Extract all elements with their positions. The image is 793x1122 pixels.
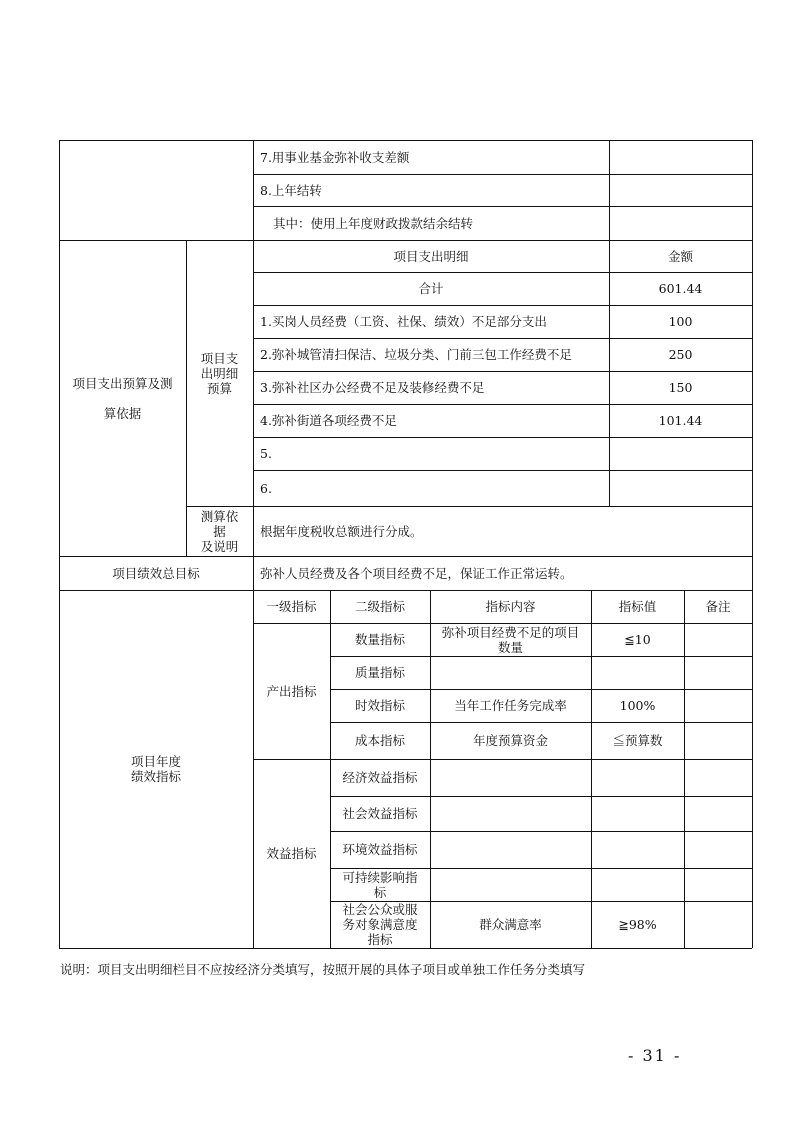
- detail-item: 4.弥补街道各项经费不足: [260, 413, 397, 428]
- table-rule: [253, 240, 254, 556]
- indicator-content: 群众满意率: [479, 917, 542, 932]
- detail-total-label: 合计: [418, 281, 444, 296]
- indicator-name: 社会效益指标: [342, 806, 418, 821]
- indicator-value: ≦10: [624, 632, 651, 647]
- table-rule: [330, 722, 752, 723]
- top-row-label: 其中：使用上年度财政拨款结余结转: [273, 215, 474, 231]
- table-rule: [330, 868, 752, 869]
- indicator-content: 年度预算资金: [472, 733, 548, 748]
- indicator-value: ≧98%: [618, 917, 657, 932]
- page-number: - 31 -: [628, 1046, 682, 1065]
- table-rule: [591, 590, 592, 948]
- indicator-note: [684, 831, 752, 868]
- indicator-note: [684, 722, 752, 759]
- indicator-header: 指标值: [618, 599, 657, 614]
- table-rule: [609, 140, 610, 240]
- detail-item: 3.弥补社区办公经费不足及装修经费不足: [260, 380, 485, 395]
- indicator-value: [591, 831, 684, 868]
- benefit-indicator-label: 效益指标: [266, 846, 317, 861]
- table-rule: [253, 404, 752, 405]
- table-rule: [186, 506, 752, 507]
- top-row-label: 8.上年结转: [260, 182, 322, 198]
- indicator-header: 备注: [705, 599, 731, 614]
- indicator-value: ≦预算数: [612, 733, 663, 748]
- indicator-note: [684, 623, 752, 656]
- indicator-value: [591, 868, 684, 901]
- detail-header-item: 项目支出明细: [393, 248, 469, 264]
- table-rule: [330, 689, 752, 690]
- detail-item: 2.弥补城管清扫保洁、垃圾分类、门前三包工作经费不足: [260, 347, 572, 362]
- table-rule: [253, 305, 752, 306]
- indicator-note: [684, 656, 752, 689]
- indicator-content: 当年工作任务完成率: [454, 698, 567, 713]
- indicator-content: [430, 759, 591, 796]
- table-rule: [253, 623, 752, 624]
- table-rule: [253, 556, 254, 590]
- table-rule: [253, 371, 752, 372]
- table-rule: [253, 470, 752, 471]
- detail-item-amount: [609, 470, 752, 506]
- detail-total-value: 601.44: [658, 281, 703, 296]
- table-rule: [253, 140, 254, 240]
- top-row-amount: [609, 174, 752, 206]
- table-rule: [430, 590, 431, 948]
- output-indicator-label: 产出指标: [266, 683, 317, 699]
- table-rule: [684, 590, 685, 948]
- indicator-value: [591, 656, 684, 689]
- footnote: 说明：项目支出明细栏目不应按经济分类填写，按照开展的具体子项目或单独工作任务分类填写: [60, 962, 586, 977]
- indicator-name: 可持续影响指 标: [342, 869, 418, 900]
- indicator-name: 数量指标: [354, 632, 405, 647]
- table-rule: [253, 590, 254, 948]
- indicator-name: 经济效益指标: [342, 770, 418, 785]
- goal-label: 项目绩效总目标: [112, 565, 200, 581]
- table-rule: [330, 901, 752, 902]
- table-rule: [330, 590, 331, 948]
- table-rule: [330, 796, 752, 797]
- detail-item-amount: 250: [668, 347, 693, 362]
- table-rule: [59, 556, 752, 557]
- table-rule: [253, 174, 752, 175]
- indicator-value: [591, 796, 684, 831]
- indicator-content: 弥补项目经费不足的项目 数量: [441, 624, 580, 655]
- basis-text: 根据年度税收总额进行分成。: [260, 523, 423, 539]
- basis-label: 测算依 据 及说明: [200, 508, 239, 554]
- table-rule: [253, 437, 752, 438]
- detail-item: 1.买岗人员经费（工资、社保、绩效）不足部分支出: [260, 314, 547, 329]
- table-rule: [253, 759, 752, 760]
- table-rule: [59, 140, 752, 141]
- table-rule: [253, 338, 752, 339]
- detail-item-amount: 100: [668, 314, 693, 329]
- table-rule: [330, 831, 752, 832]
- indicator-header: 二级指标: [354, 599, 405, 614]
- table-rule: [59, 240, 752, 241]
- indicator-name: 环境效益指标: [342, 842, 418, 857]
- indicator-note: [684, 689, 752, 722]
- goal-text: 弥补人员经费及各个项目经费不足，保证工作正常运转。: [260, 565, 573, 581]
- indicator-value: [591, 759, 684, 796]
- detail-item-amount: 150: [668, 380, 693, 395]
- top-row-amount: [609, 140, 752, 174]
- indicator-name: 社会公众或服 务对象满意度 指标: [342, 902, 418, 947]
- indicator-note: [684, 868, 752, 901]
- table-rule: [253, 206, 752, 207]
- table-rule: [609, 240, 610, 506]
- table-rule: [752, 140, 753, 948]
- detail-item-amount: 101.44: [658, 413, 703, 428]
- indicator-note: [684, 796, 752, 831]
- indicator-content: [430, 796, 591, 831]
- top-row-amount: [609, 206, 752, 240]
- indicator-note: [684, 901, 752, 948]
- detail-budget-label: 项目支 出明细 预算: [200, 350, 239, 396]
- indicator-value: 100%: [619, 698, 656, 713]
- budget-section-label: 项目支出预算及测 算依据: [72, 375, 173, 421]
- indicator-name: 质量指标: [354, 665, 405, 680]
- indicator-header: 一级指标: [266, 599, 317, 614]
- indicator-content: [430, 868, 591, 901]
- table-rule: [186, 240, 187, 556]
- detail-item: 5.: [260, 446, 272, 461]
- table-rule: [59, 590, 752, 591]
- indicators-section-label: 项目年度 绩效指标: [130, 754, 181, 784]
- table-rule: [330, 656, 752, 657]
- table-rule: [253, 272, 752, 273]
- indicator-header: 指标内容: [485, 599, 536, 614]
- table-rule: [59, 140, 60, 948]
- indicator-name: 成本指标: [354, 733, 405, 748]
- indicator-content: [430, 831, 591, 868]
- top-row-label: 7.用事业基金弥补收支差额: [260, 149, 410, 165]
- detail-item: 6.: [260, 480, 272, 496]
- indicator-name: 时效指标: [354, 698, 405, 713]
- indicator-note: [684, 759, 752, 796]
- indicator-content: [430, 656, 591, 689]
- detail-header-amount: 金额: [667, 248, 693, 264]
- detail-item-amount: [609, 437, 752, 470]
- table-rule: [59, 948, 752, 949]
